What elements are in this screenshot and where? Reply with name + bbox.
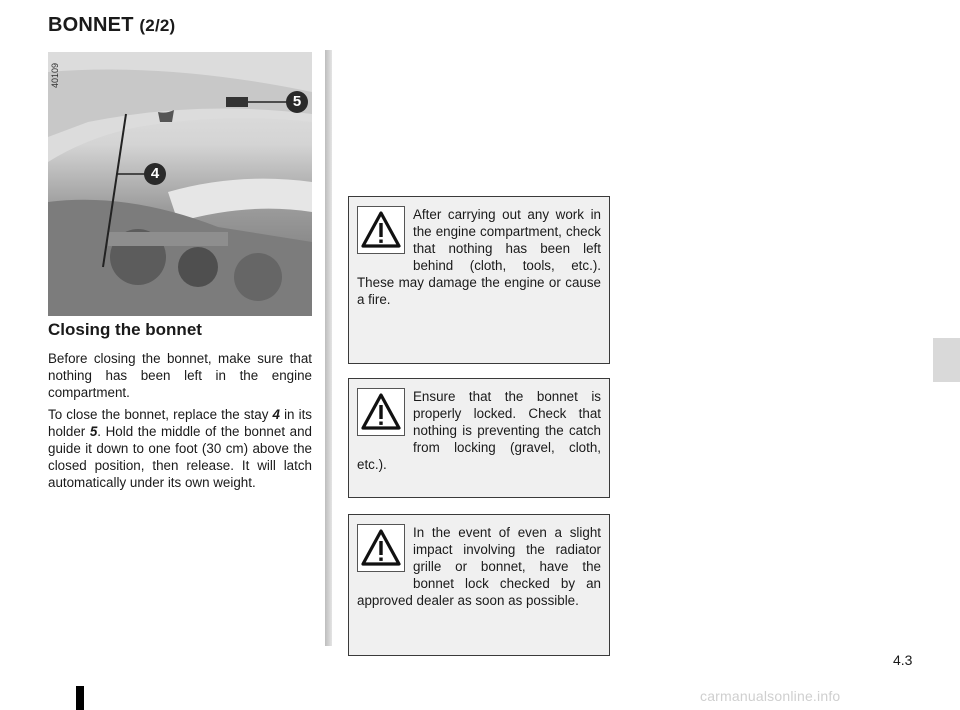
engine-bay-illustration [48,52,312,316]
warning-box-2 [348,378,610,498]
body-paragraph-2 [48,406,312,491]
reference-holder-5: 5 [89,424,98,439]
chapter-side-tab [933,338,960,382]
page-title-text: BONNET [48,14,134,36]
warning-box-3 [348,514,610,656]
section-heading: Closing the bonnet [48,320,202,339]
callout-4: 4 [144,163,166,185]
page-title-part: (2/2) [139,16,176,35]
paragraph-2-text-c: . Hold the middle of the bonnet and guide it down to one foot (30 cm) above the closed position, then release. It will latch automatically under its own weight. [48,424,312,490]
warning-text-3: In the event of even a slight impact involving the radiator grille or bonnet, have the bonnet lock checked by an approved dealer as soon as possible. [357,525,601,608]
body-paragraph-1: Before closing the bonnet, make sure that nothing has been left in the engine compartment. [48,351,312,400]
warning-text-2: Ensure that the bonnet is properly locked. Check that nothing is preventing the catch from locking (gravel, cloth, etc.). [357,389,601,472]
callout-5: 5 [286,91,308,113]
page-number: 4.3 [893,652,913,668]
warning-triangle-icon [357,524,405,572]
paragraph-2-text-b: in its holder [48,407,312,439]
corner-crop-mark [76,686,84,710]
warning-triangle-icon [357,206,405,254]
reference-stay-4: 4 [272,407,280,422]
engine-bay-figure [48,52,312,316]
column-divider [325,50,332,646]
warning-text-1: After carrying out any work in the engine compartment, check that nothing has been left behind (cloth, tools, etc.). These may damage the engine or cause a fire. [357,207,601,307]
watermark: carmanualsonline.info [700,688,841,704]
warning-triangle-icon [357,388,405,436]
page-title [48,14,175,37]
warning-box-1 [348,196,610,364]
paragraph-2-text-a: To close the bonnet, replace the stay [48,407,273,422]
figure-code: 40109 [50,62,60,88]
